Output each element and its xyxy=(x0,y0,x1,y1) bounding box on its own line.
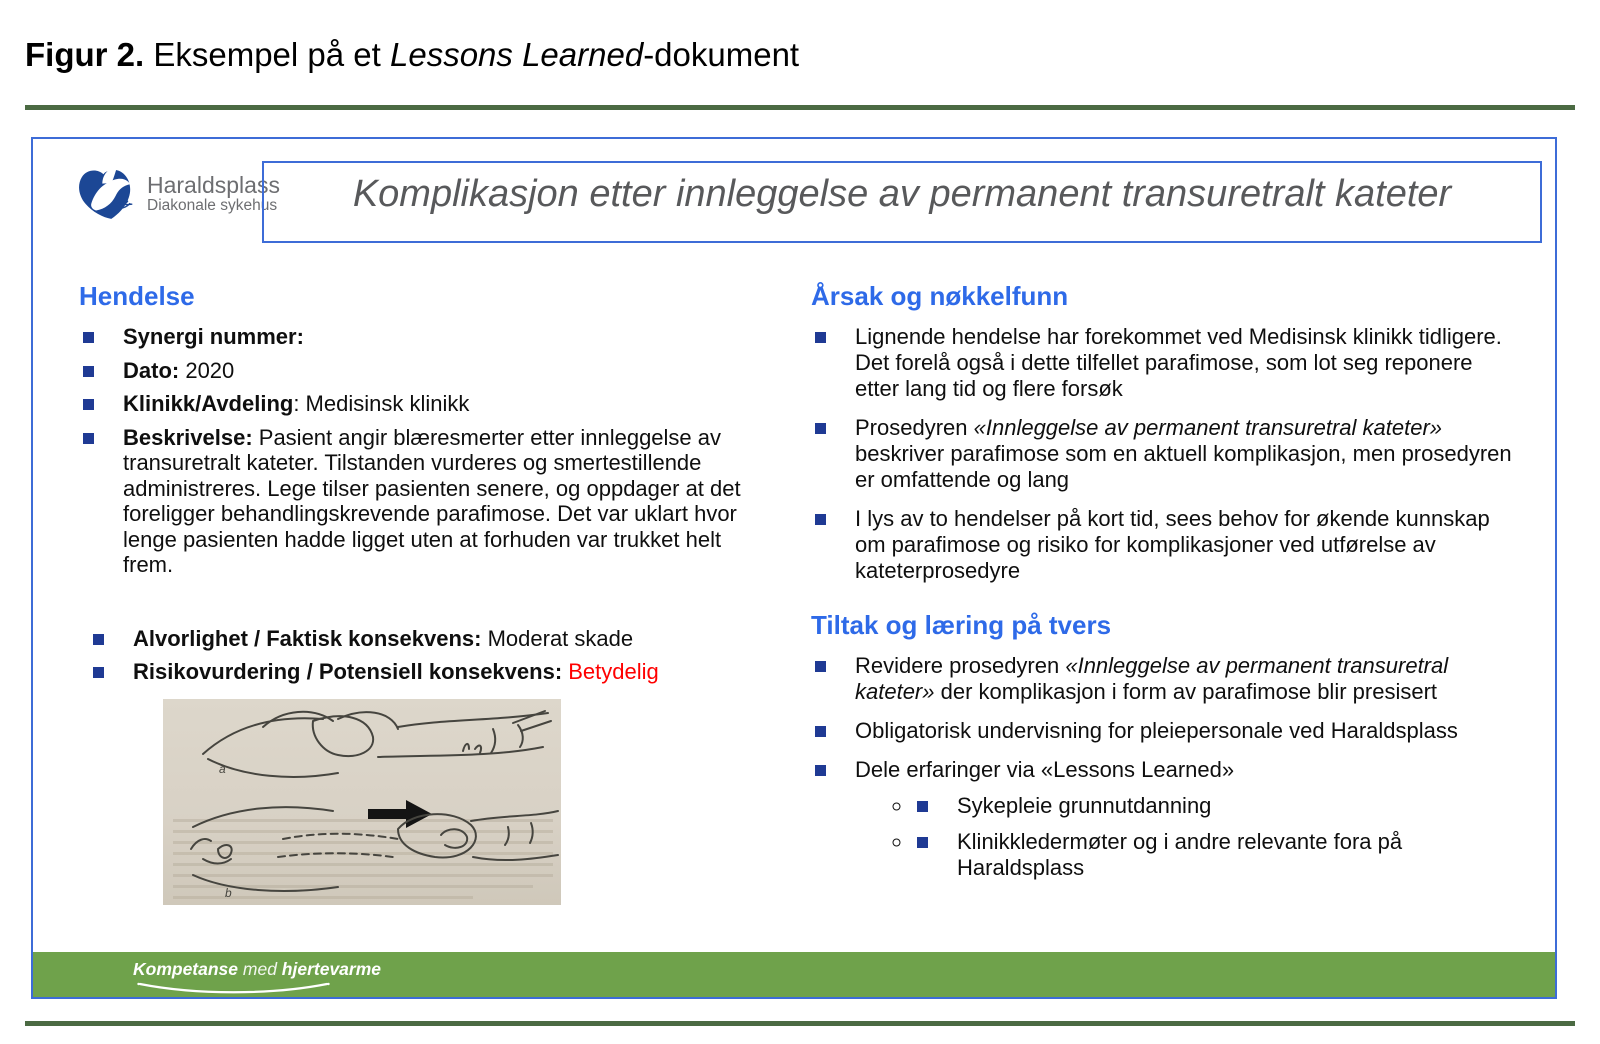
logo-subtitle: Diakonale sykehus xyxy=(147,197,278,215)
actions-list xyxy=(811,653,1519,881)
sub-item xyxy=(913,793,1519,819)
lessons-learned-slide xyxy=(31,137,1557,999)
dove-heart-logo-icon xyxy=(77,165,135,223)
logo-title: Haraldsplass xyxy=(147,171,280,198)
assessment-list xyxy=(89,626,775,685)
action-item xyxy=(811,757,1519,881)
cause-item xyxy=(811,324,1519,402)
figure-label: Figur 2. xyxy=(25,36,145,73)
haraldsplass-logo xyxy=(77,165,280,223)
logo-text xyxy=(147,173,280,216)
action-item xyxy=(811,718,1519,744)
item-value: 2020 xyxy=(179,357,235,383)
list-item-dato xyxy=(79,358,775,384)
item-label: Risikovurdering / Potensiell konsekvens: xyxy=(133,659,563,684)
figure-caption-suffix: -dokument xyxy=(643,36,800,73)
item-label: Beskrivelse: xyxy=(123,424,253,450)
list-item-severity xyxy=(89,626,775,652)
figure-caption-italic: Lessons Learned xyxy=(389,36,644,73)
item-text: Klinikkledermøter og i andre relevante fora på Haraldsplass xyxy=(957,829,1403,880)
cause-heading: Årsak og nøkkelfunn xyxy=(811,281,1069,311)
item-label: Dato: xyxy=(123,357,180,383)
item-label: Alvorlighet / Faktisk konsekvens: xyxy=(133,625,482,651)
figure-caption-text: Eksempel på et xyxy=(144,36,390,73)
cause-item xyxy=(811,506,1519,584)
incident-list xyxy=(79,324,775,578)
item-text: I lys av to hendelser på kort tid, sees behov for økende kunnskap om parafimose og risiko for komplikasjoner ved utførelse av kateterprosedyre xyxy=(855,506,1490,583)
item-value: Moderat skade xyxy=(481,625,634,651)
tagline-word: med xyxy=(242,959,277,979)
item-label: Klinikk/Avdeling xyxy=(123,391,294,416)
item-text: Dele erfaringer via «Lessons Learned» xyxy=(855,757,1235,782)
item-label: Synergi nummer: xyxy=(123,324,304,349)
item-text: Revidere prosedyren xyxy=(855,653,1066,678)
risk-value: Betydelig xyxy=(562,659,659,684)
slide-title-box xyxy=(262,161,1542,243)
paraphimosis-illustration xyxy=(163,699,561,905)
list-item-klinikk xyxy=(79,391,775,417)
slide-title: Komplikasjon etter innleggelse av permanent transuretralt kateter xyxy=(352,173,1452,215)
sub-item xyxy=(913,829,1519,881)
tagline-word: hjertevarme xyxy=(276,959,382,979)
item-text: Lignende hendelse har forekommet ved Medisinsk klinikk tidligere. Det forelå også i dette tilfellet parafimose, som lot seg reponere etter lang tid og flere forsøk xyxy=(855,324,1502,401)
sharing-sub-list xyxy=(913,793,1519,881)
list-item-synergi xyxy=(79,324,775,350)
analysis-section xyxy=(811,281,1519,894)
list-item-beskrivelse xyxy=(79,425,775,578)
item-text: der komplikasjon i form av parafimose blir presisert xyxy=(934,679,1438,704)
item-text: Obligatorisk undervisning for pleiepersonale ved Haraldsplass xyxy=(855,718,1458,743)
item-text: beskriver parafimose som en aktuell komplikasjon, men prosedyren er omfattende og lang xyxy=(855,441,1512,492)
procedure-name: «Innleggelse av permanent transuretral kateter» xyxy=(855,653,1449,704)
incident-section xyxy=(79,281,775,693)
procedure-name: «Innleggelse av permanent transuretral kateter» xyxy=(973,415,1443,440)
item-value: Pasient angir blæresmerter etter innleggelse av transuretralt kateter. Tilstanden vurderes og smertestillende administreres. Lege tilser pasienten senere, og oppdager at det foreligger behandlingskrevende parafimose. Det var uklart hvor lenge pasienten hadde ligget uten at forhuden var trukket helt frem. xyxy=(123,424,741,577)
cause-item xyxy=(811,415,1519,493)
footer-bar xyxy=(33,952,1555,997)
divider-bottom xyxy=(25,1021,1575,1026)
panel-b-label: b xyxy=(225,886,232,900)
list-item-risk xyxy=(89,659,775,685)
paraphimosis-illustration-svg xyxy=(163,699,561,905)
figure-caption xyxy=(25,36,799,74)
item-value: : Medisinsk klinikk xyxy=(293,391,470,416)
tagline-word: Kompetanse xyxy=(133,959,243,979)
cause-list xyxy=(811,324,1519,584)
actions-heading: Tiltak og læring på tvers xyxy=(811,610,1112,640)
action-item xyxy=(811,653,1519,705)
panel-a-label: a xyxy=(219,762,226,776)
footer-tagline xyxy=(133,959,381,980)
divider-top xyxy=(25,105,1575,110)
item-text: Sykepleie grunnutdanning xyxy=(957,793,1212,818)
item-text: Prosedyren xyxy=(855,415,974,440)
swoosh-underline-icon xyxy=(136,981,331,995)
incident-heading: Hendelse xyxy=(79,281,195,311)
